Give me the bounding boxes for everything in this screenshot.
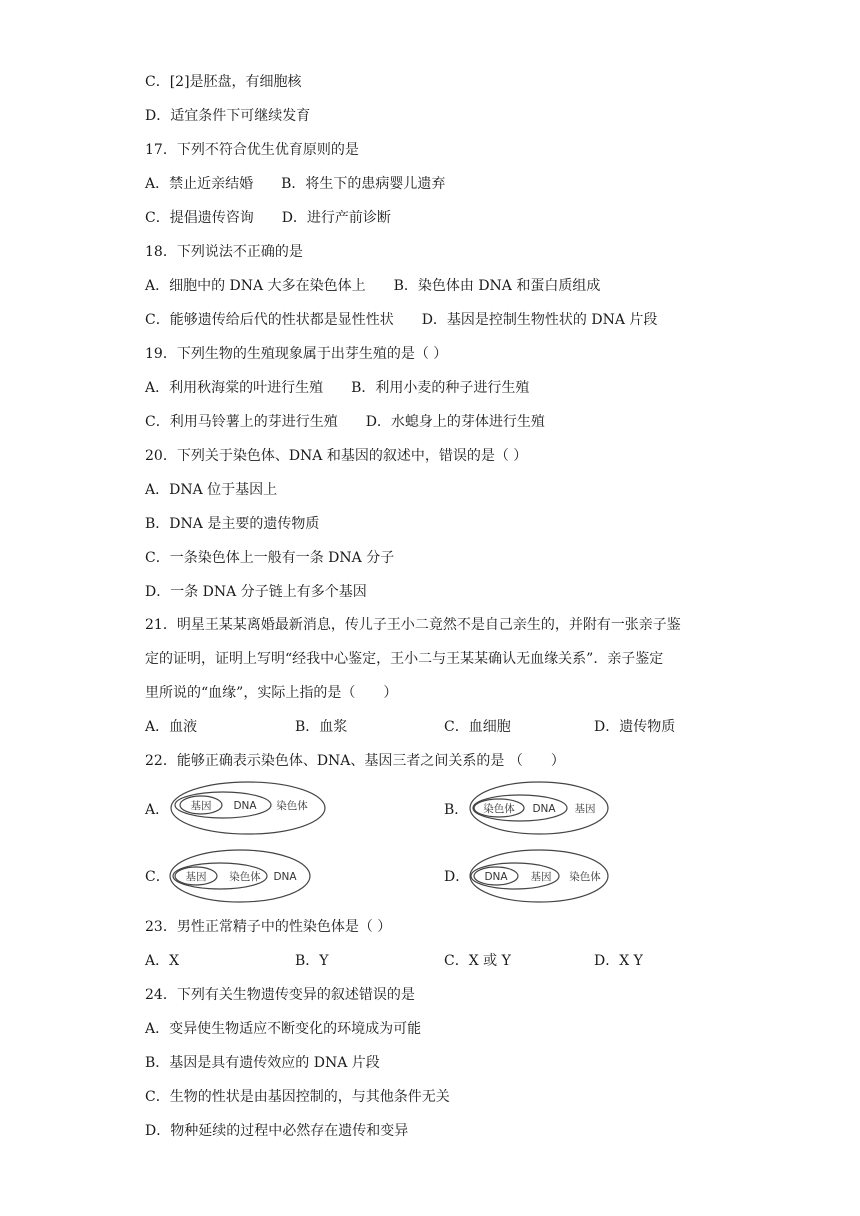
q20-option-d: D．一条 DNA 分子链上有多个基因	[145, 584, 367, 600]
q24-option-d: D．物种延续的过程中必然存在遗传和变异	[145, 1123, 409, 1139]
q24-stem: 24．下列有关生物遗传变异的叙述错误的是	[145, 987, 415, 1003]
outer-label: 基因	[574, 803, 596, 815]
q24-option-b: B．基因是具有遗传效应的 DNA 片段	[145, 1055, 380, 1071]
inner-label: 基因	[185, 871, 207, 883]
q24-option-a: A．变异使生物适应不断变化的环境成为可能	[145, 1021, 422, 1037]
q22-option-c-label: C．	[145, 869, 170, 885]
q22-diagram-a	[168, 780, 328, 836]
q19-options-ab: A．利用秋海棠的叶进行生殖 B．利用小麦的种子进行生殖	[145, 380, 530, 396]
q19-stem: 19．下列生物的生殖现象属于出芽生殖的是（ ）	[145, 346, 448, 362]
q17-options-ab: A．禁止近亲结婚 B．将生下的患病婴儿遗弃	[145, 176, 446, 192]
middle-label: 基因	[530, 871, 552, 883]
q17-options-cd: C．提倡遗传咨询 D．进行产前诊断	[145, 210, 391, 226]
q20-option-c: C．一条染色体上一般有一条 DNA 分子	[145, 550, 395, 566]
q16-option-d: D．适宜条件下可继续发育	[145, 108, 311, 124]
outer-label: 染色体	[276, 800, 308, 812]
q20-stem: 20．下列关于染色体、DNA 和基因的叙述中，错误的是（ ）	[145, 448, 528, 464]
q22-option-d-label: D．	[444, 869, 470, 885]
q20-option-a: A．DNA 位于基因上	[145, 482, 278, 498]
q22-stem: 22．能够正确表示染色体、DNA、基因三者之间关系的是 （ ）	[145, 753, 565, 769]
middle-label: DNA	[233, 800, 257, 812]
q23-option-a: A．X	[145, 953, 180, 969]
q23-option-b: B．Y	[295, 953, 329, 969]
q22-option-a-label: A．	[145, 802, 170, 818]
q17-stem: 17．下列不符合优生优育原则的是	[145, 142, 359, 158]
q21-stem-line-1: 21．明星王某某离婚最新消息，传儿子王小二竟然不是自己亲生的，并附有一张亲子鉴	[145, 617, 681, 633]
middle-ellipse	[175, 792, 271, 818]
inner-label: 染色体	[483, 803, 515, 815]
q21-stem-line-2: 定的证明，证明上写明“经我中心鉴定，王小二与王某某确认无血缘关系”．亲子鉴定	[145, 651, 664, 667]
q24-option-c: C．生物的性状是由基因控制的，与其他条件无关	[145, 1089, 450, 1105]
q22-diagram-b	[468, 780, 610, 836]
q23-option-c: C．X 或 Y	[444, 953, 511, 969]
q23-option-d: D．X Y	[594, 953, 643, 969]
q23-stem: 23．男性正常精子中的性染色体是（ ）	[145, 919, 392, 935]
q22-option-b-label: B．	[444, 802, 469, 818]
q21-stem-line-3: 里所说的“血缘”，实际上指的是（ ）	[145, 685, 398, 701]
q22-diagram-c	[168, 848, 312, 904]
outer-label: 染色体	[569, 871, 601, 883]
q16-option-c: C．[2]是胚盘，有细胞核	[145, 74, 302, 90]
inner-label: 基因	[190, 800, 212, 812]
q22-diagram-d	[468, 848, 610, 904]
q20-option-b: B．DNA 是主要的遗传物质	[145, 516, 320, 532]
q21-option-b: B．血浆	[295, 719, 348, 735]
inner-label: DNA	[484, 871, 508, 883]
middle-label: 染色体	[229, 871, 261, 883]
q18-options-ab: A．细胞中的 DNA 大多在染色体上 B．染色体由 DNA 和蛋白质组成	[145, 278, 601, 294]
middle-label: DNA	[532, 803, 556, 815]
q19-options-cd: C．利用马铃薯上的芽进行生殖 D．水螅身上的芽体进行生殖	[145, 414, 545, 430]
q18-stem: 18．下列说法不正确的是	[145, 244, 303, 260]
q18-options-cd: C．能够遗传给后代的性状都是显性性状 D．基因是控制生物性状的 DNA 片段	[145, 312, 658, 328]
q21-option-c: C．血细胞	[444, 719, 511, 735]
q21-option-a: A．血液	[145, 719, 198, 735]
q21-option-d: D．遗传物质	[594, 719, 676, 735]
outer-label: DNA	[273, 871, 297, 883]
